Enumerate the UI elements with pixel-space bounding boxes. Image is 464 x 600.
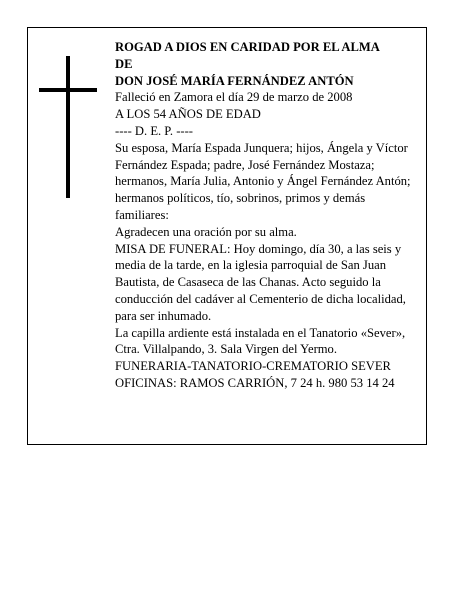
header-line-2: DE [115,56,133,71]
obituary-notice [27,27,427,445]
notice-body [115,39,420,392]
family-paragraph: Su esposa, María Espada Junquera; hijos, Ángela y Víctor Fernández Espada; padre, José Fernández Mostaza; hermanos, María Julia, Antonio y Ángel Fernández Antón; hermanos políticos, tío, sobrinos, primos y demás familiares: [115,140,411,222]
cross-horizontal-bar [39,88,97,92]
prayer-request: Agradecen una oración por su alma. [115,224,297,239]
rip-line: ---- D. E. P. ---- [115,123,193,138]
cross-vertical-bar [66,56,70,198]
funeral-home: FUNERARIA-TANATORIO-CREMATORIO SEVER [115,359,391,374]
deceased-name: DON JOSÉ MARÍA FERNÁNDEZ ANTÓN [115,73,354,88]
death-info: Falleció en Zamora el día 29 de marzo de 2008 [115,90,353,105]
offices-line: OFICINAS: RAMOS CARRIÓN, 7 24 h. 980 53 14 24 [115,375,395,390]
funeral-mass-paragraph: MISA DE FUNERAL: Hoy domingo, día 30, a las seis y media de la tarde, en la iglesia parroquial de San Juan Bautista, de Casaseca de las Chanas. Acto seguido la conducción del cadáver al Cementerio de dicha localidad, para ser inhumado. [115,241,406,323]
header-line-1: ROGAD A DIOS EN CARIDAD POR EL ALMA [115,40,380,54]
age-line: A LOS 54 AÑOS DE EDAD [115,107,261,122]
chapel-paragraph: La capilla ardiente está instalada en el Tanatorio «Sever», Ctra. Villalpando, 3. Sala Virgen del Yermo. [115,325,406,357]
